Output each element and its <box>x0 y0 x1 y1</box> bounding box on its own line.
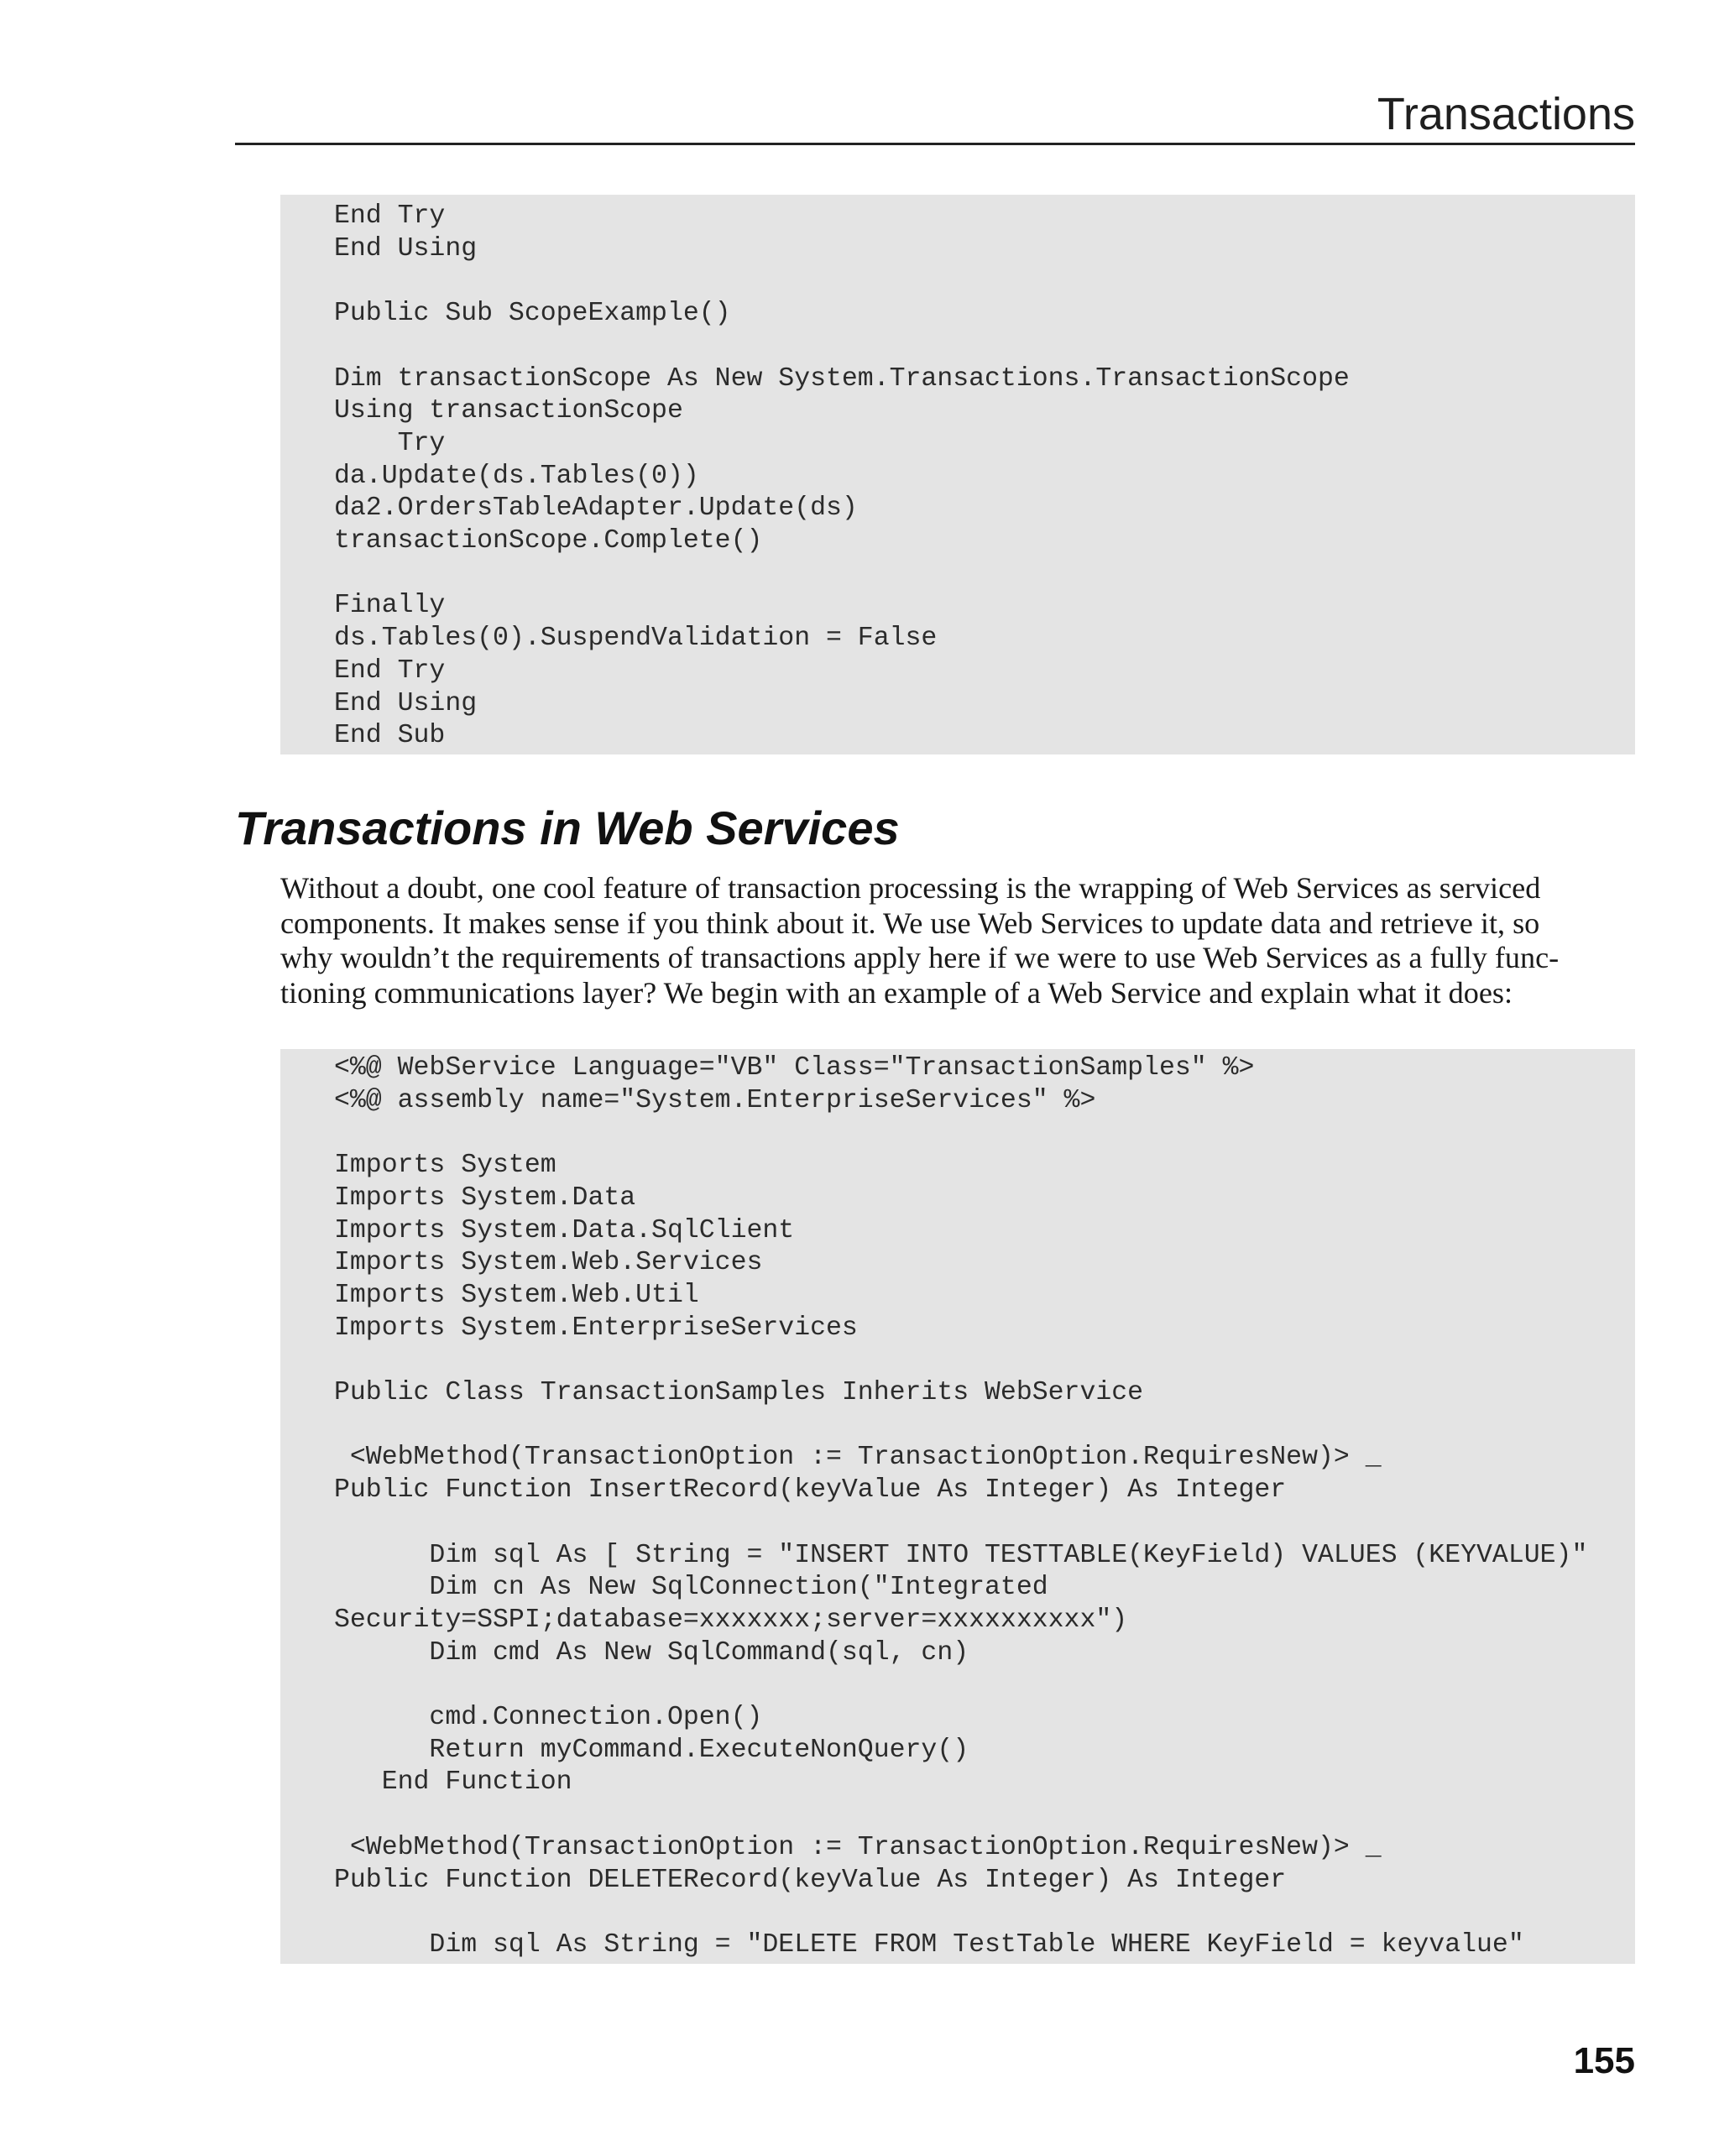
code-listing-scope-example <box>280 195 1635 754</box>
running-head-title: Transactions <box>1377 89 1635 139</box>
paragraph-line: why wouldn’t the requirements of transactions apply here if we were to use Web Services as a fully func- <box>280 941 1560 975</box>
paragraph-line: Without a doubt, one cool feature of transaction processing is the wrapping of Web Services as serviced <box>280 871 1541 905</box>
paragraph-line: components. It makes sense if you think about it. We use Web Services to update data and retrieve it, so <box>280 906 1540 940</box>
body-paragraph <box>280 871 1635 1011</box>
code-listing-text: End Try End Using Public Sub ScopeExample() Dim transactionScope As New System.Transactions.TransactionScope Using transactionScope Try da.Update(ds.Tables(0)) da2.OrdersTableAdapter.Update(ds) transactionScope.Complete() Finally ds.Tables(0).SuspendValidation = False End Try End Using End Sub <box>334 201 1350 751</box>
page-number: 155 <box>1573 2040 1635 2081</box>
section-heading: Transactions in Web Services <box>235 801 900 854</box>
code-listing-web-service <box>280 1049 1635 1964</box>
header-rule <box>235 143 1635 145</box>
paragraph-line: tioning communications layer? We begin with an example of a Web Service and explain what it does: <box>280 976 1513 1010</box>
code-listing-text: <%@ WebService Language="VB" Class="TransactionSamples" %> <%@ assembly name="System.EnterpriseServices" %> Imports System Imports System.Data Imports System.Data.SqlClient Imports System.Web.Services Imports System.Web.Util Imports System.EnterpriseServices Public Class TransactionSamples Inherits WebService <WebMethod(TransactionOption := TransactionOption.RequiresNew)> _ Public Function InsertRecord(keyValue As Integer) As Integer Dim sql As [ String = "INSERT INTO TESTTABLE(KeyField) VALUES (KEYVALUE)" Dim cn As New SqlConnection("Integrated Security=SSPI;database=xxxxxxx;server=xxxxxxxxxx") Dim cmd As New SqlCommand(sql, cn) cmd.Connection.Open() Return myCommand.ExecuteNonQuery() End Function <WebMethod(TransactionOption := TransactionOption.RequiresNew)> _ Public Function DELETERecord(keyValue As Integer) As Integer Dim sql As String = "DELETE FROM TestTable WHERE KeyField = keyvalue" <box>334 1053 1588 1960</box>
